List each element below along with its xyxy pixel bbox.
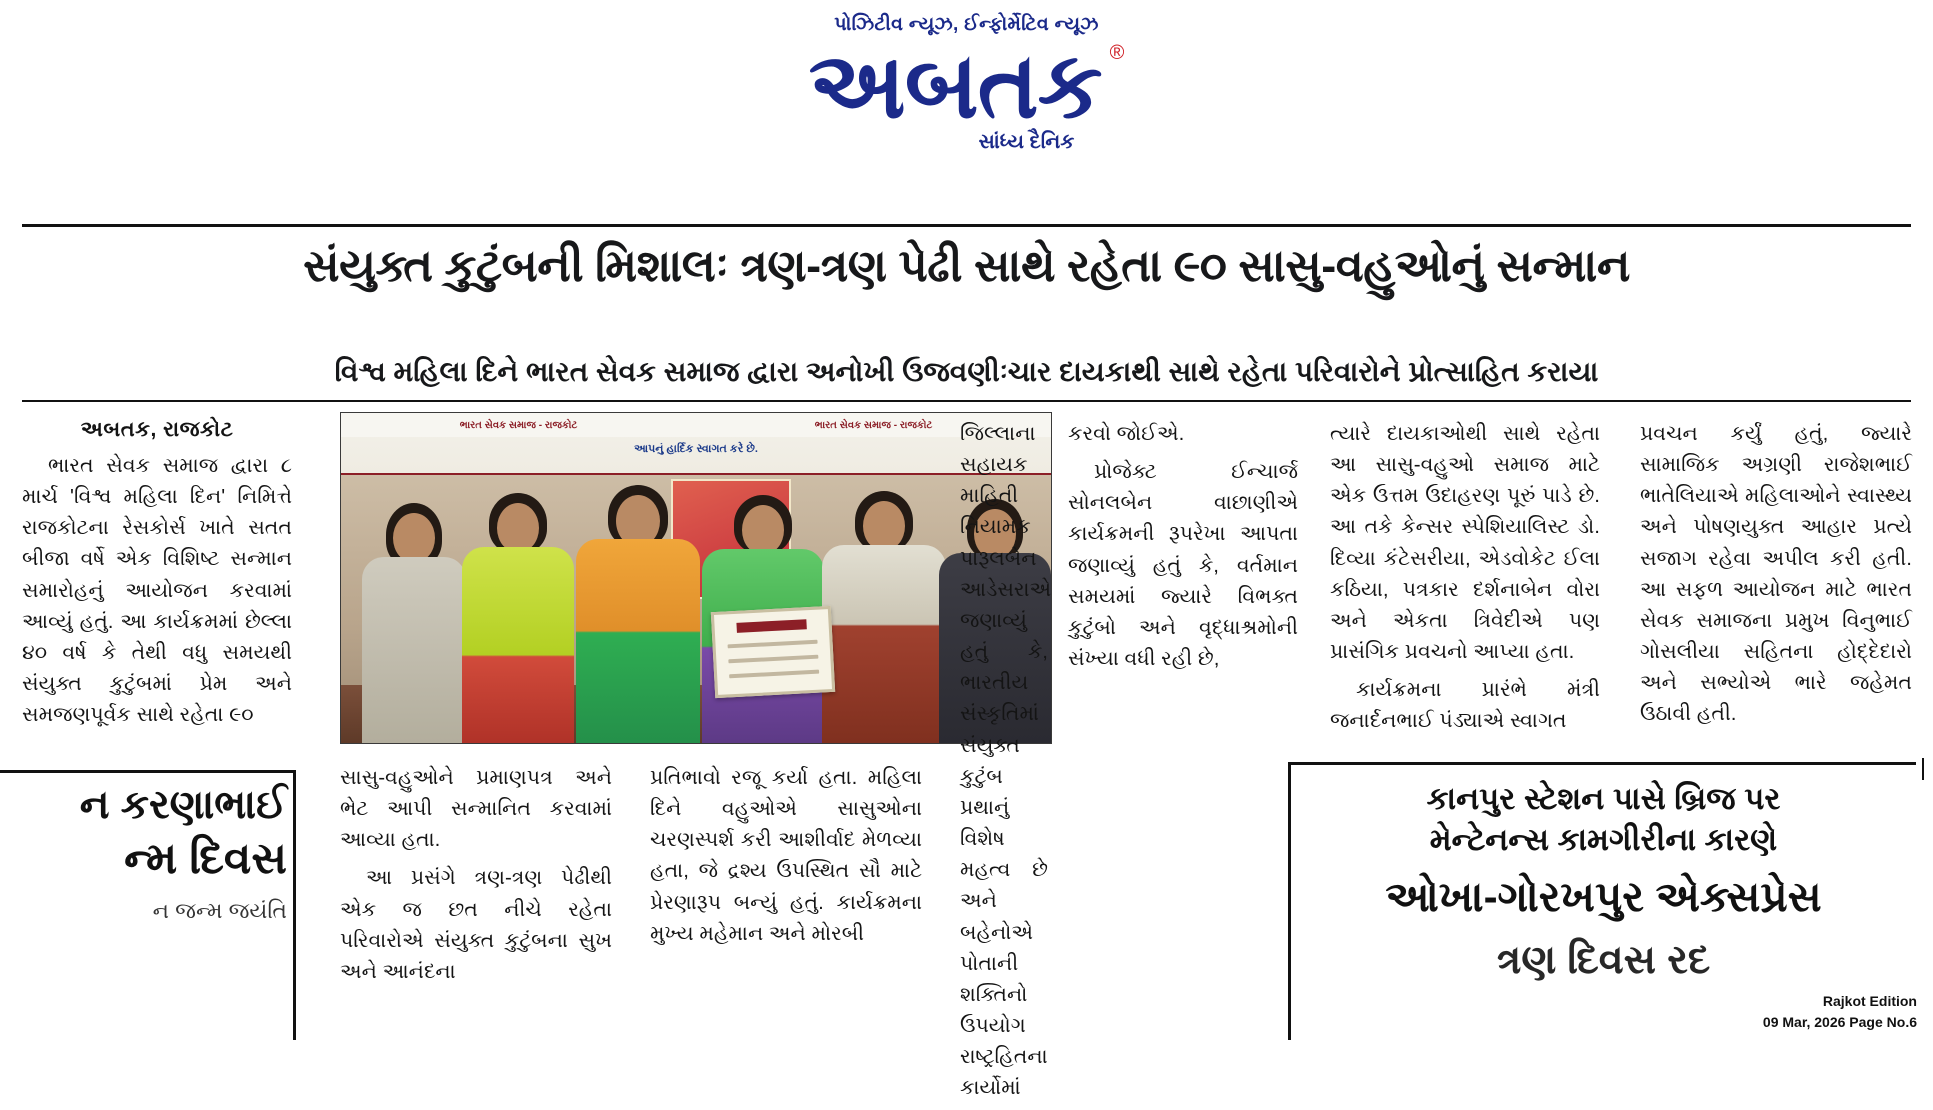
masthead-subtitle: સાંધ્ય દૈનિક [978, 130, 1075, 153]
photo-person [459, 491, 577, 743]
award-ceremony-photo [340, 412, 1052, 744]
edition-name: Rajkot Edition [1822, 993, 1917, 1010]
page-headline: સંયુક્ત કુટુંબની મિશાલઃ ત્રણ-ત્રણ પેઢી સાથે રહેતા ૯૦ સાસુ-વહુઓનું સન્માન [303, 240, 1630, 291]
photo-stage-banner [341, 413, 1051, 475]
article-body-2 [340, 762, 612, 987]
adjacent-story-right-line4: ત્રણ દિવસ રદ [1496, 937, 1711, 982]
article-body-3b [960, 418, 1052, 1103]
adjacent-story-left-line1: ન કરણાભાઈ [79, 783, 287, 827]
banner-org-name-left: ભારત સેવક સમાજ - રાજકોટ [459, 419, 578, 431]
paragraph: ત્યારે દાયકાઓથી સાથે રહેતા આ સાસુ-વહુઓ સમાજ માટે એક ઉત્તમ ઉદાહરણ પૂરું પાડે છે. આ તકે કેન્સર સ્પેશિયાલિસ્ટ ડો. દિવ્યા કંટેસરીયા, એડવોકેટ ઈલા કઠિયા, પત્રકાર દર્શનાબેન વોરા અને એકતા ત્રિવેદીએ પણ પ્રાસંગિક પ્રવચનો આપ્યા હતા. [1330, 422, 1600, 664]
registered-trademark-icon: ® [1109, 42, 1125, 64]
adjacent-story-left-line2: ન્મ દિવસ [124, 834, 287, 883]
article-column-2 [340, 762, 612, 994]
paragraph: પ્રવચન કર્યું હતું, જ્યારે સામાજિક અગ્રણી રાજેશભાઈ ભાતેલિયાએ મહિલાઓને સ્વાસ્થ્ય અને પોષણયુક્ત આહાર પ્રત્યે સજાગ રહેવા અપીલ કરી હતી. આ સફળ આયોજન માટે ભારત સેવક સમાજના પ્રમુખ વિનુભાઈ ગોસલીયા સહિતના હોદ્દેદારો અને સભ્યોએ ભારે જહેમત ઉઠાવી હતી. [1640, 422, 1912, 726]
paragraph: જિલ્લાના સહાયક માહિતી નિયામક પારૂલબેન આડેસરાએ જણાવ્યું હતું કે, ભારતીય સંસ્કૃતિમાં સંયુક્ત કુટુંબ પ્રથાનું વિશેષ મહત્વ છે અને બહેનોએ પોતાની શક્તિનો ઉપયોગ રાષ્ટ્રહિતના કાર્યોમાં [960, 422, 1052, 1100]
banner-org-name-right: ભારત સેવક સમાજ - રાજકોટ [814, 419, 933, 431]
photo-certificate [711, 606, 835, 698]
paragraph: પ્રોજેક્ટ ઈન્ચાર્જ સોનલબેન વાછાણીએ કાર્યક્રમની રૂપરેખા આપતા જણાવ્યું હતું કે, વર્તમાન સમયમાં જ્યારે વિભક્ત કુટુંબો અને વૃદ્ધાશ્રમોની સંખ્યા વધી રહી છે, [1068, 460, 1298, 671]
article-body-3 [650, 762, 922, 949]
article-column-5 [1330, 418, 1600, 744]
edition-stamp [1763, 991, 1917, 1032]
photo-person [359, 497, 469, 743]
adjacent-story-right-line2: મેન્ટેનન્સ કામગીરીના કારણે [1429, 821, 1778, 857]
article-column-3 [650, 762, 922, 956]
paragraph: સાસુ-વહુઓને પ્રમાણપત્ર અને ભેટ આપી સન્માનિત કરવામાં આવ્યા હતા. [340, 766, 612, 852]
article-dateline: અબતક, રાજકોટ [80, 418, 234, 441]
paragraph: પ્રતિભાવો રજૂ કર્યા હતા. મહિલા દિને વહુઓએ સાસુઓના ચરણસ્પર્શ કરી આશીર્વાદ મેળવ્યા હતા, જે દ્રશ્ય ઉપસ્થિત સૌ માટે પ્રેરણારૂપ બન્યું હતું. કાર્યક્રમના મુખ્ય મહેમાન અને મોરબી [650, 766, 922, 945]
paragraph: આ પ્રસંગે ત્રણ-ત્રણ પેઢીથી એક જ છત નીચે રહેતા પરિવારોએ સંયુક્ત કુટુંબના સુખ અને આનંદના [340, 866, 612, 983]
masthead-logo-text: અબતક [808, 35, 1102, 137]
article-body-6 [1640, 418, 1912, 730]
page-subheadline: વિશ્વ મહિલા દિને ભારત સેવક સમાજ દ્વારા અનોખી ઉજવણીઃચાર દાયકાથી સાથે રહેતા પરિવારોને પ્રોત્સાહિત કરાયા [334, 356, 1599, 387]
adjacent-story-left-line3: ન જન્મ જયંતિ [152, 898, 287, 923]
headline-divider [22, 400, 1911, 402]
page-edge-rule [1922, 758, 1924, 780]
adjacent-story-right-line3: ઓખા-ગોરખપુર એક્સપ્રેસ [1385, 872, 1822, 920]
masthead [0, 0, 1933, 212]
article-column-4 [1068, 418, 1298, 681]
paragraph: કાર્યક્રમના પ્રારંભે મંત્રી જનાર્દનભાઈ પંડ્યાએ સ્વાગત [1330, 678, 1600, 733]
adjacent-story-left[interactable] [0, 770, 296, 1040]
paragraph: કરવો જોઈએ. [1068, 422, 1185, 445]
paragraph: ભારત સેવક સમાજ દ્વારા ૮ માર્ચ 'વિશ્વ મહિલા દિન' નિમિત્તે રાજકોટના રેસકોર્સ ખાતે સતત બીજા વર્ષે એક વિશિષ્ટ સન્માન સમારોહનું આયોજન કરવામાં આવ્યું હતું. આ કાર્યક્રમમાં છેલ્લા ૪૦ વર્ષ કે તેથી વધુ સમયથી સંયુક્ત કુટુંબમાં પ્રેમ અને સમજણપૂર્વક સાથે રહેતા ૯૦ [22, 454, 292, 727]
photo-person [573, 485, 703, 743]
article-column-3b [960, 418, 1052, 1110]
article-body-5 [1330, 418, 1600, 737]
banner-welcome-text: આપનું હાર્દિક સ્વાગત કરે છે. [634, 442, 758, 455]
banner-top-text [341, 413, 1051, 437]
edition-date-page: 09 Mar, 2026 Page No.6 [1762, 1013, 1917, 1030]
photo-person [819, 489, 949, 743]
article-column-6 [1640, 418, 1912, 737]
article-column-1 [22, 418, 292, 737]
adjacent-story-right-line1: કાનપુર સ્ટેશન પાસે બ્રિજ પર [1426, 781, 1781, 816]
masthead-divider [22, 224, 1911, 227]
article-body-4 [1068, 418, 1298, 674]
masthead-tagline: પોઝિટીવ ન્યૂઝ, ઈન્ફોર્મેટિવ ન્યૂઝ [834, 14, 1099, 35]
masthead-logo [809, 36, 1125, 135]
article-body-1 [22, 450, 292, 730]
